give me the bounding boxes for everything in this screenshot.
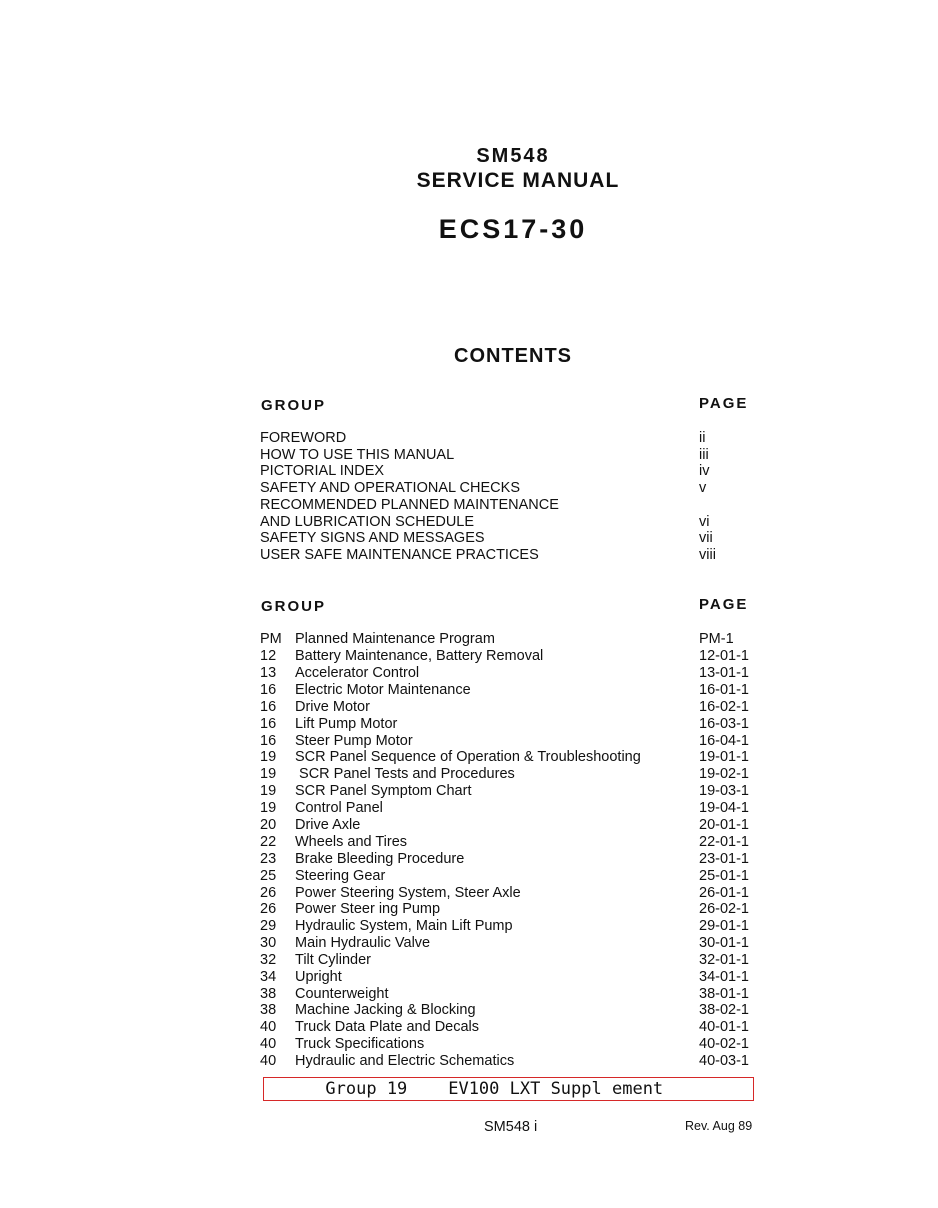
group-number: 30 <box>260 935 277 951</box>
item-description: USER SAFE MAINTENANCE PRACTICES <box>260 547 539 563</box>
group-description: Steering Gear <box>295 868 386 884</box>
group-description: Steer Pump Motor <box>295 733 413 749</box>
item-description: SAFETY AND OPERATIONAL CHECKS <box>260 480 520 496</box>
group-page: 19-01-1 <box>699 749 749 765</box>
group-description: Machine Jacking & Blocking <box>295 1002 476 1018</box>
group-page: 19-03-1 <box>699 783 749 799</box>
group-description: Drive Motor <box>295 699 370 715</box>
manual-type: SERVICE MANUAL <box>416 169 620 192</box>
group-page: 23-01-1 <box>699 851 749 867</box>
group-page: PM-1 <box>699 631 734 647</box>
group-description: Hydraulic and Electric Schematics <box>295 1053 515 1069</box>
group-page: 16-03-1 <box>699 716 749 732</box>
group-page: 34-01-1 <box>699 969 749 985</box>
model-title: ECS17-30 <box>438 214 588 244</box>
group-number: 32 <box>260 952 277 968</box>
group-page: 16-04-1 <box>699 733 749 749</box>
group-description: Tilt Cylinder <box>295 952 372 968</box>
item-page: vii <box>699 530 713 546</box>
group-number: 22 <box>260 834 277 850</box>
item-description: AND LUBRICATION SCHEDULE <box>260 514 475 530</box>
group-page: 20-01-1 <box>699 817 749 833</box>
group-description: Counterweight <box>295 986 389 1002</box>
group-number: 20 <box>260 817 277 833</box>
item-page: iii <box>699 447 709 463</box>
group-page: 19-04-1 <box>699 800 749 816</box>
group-number: 38 <box>260 986 277 1002</box>
group-number: 16 <box>260 733 277 749</box>
group-description: Main Hydraulic Valve <box>295 935 431 951</box>
group-number: 19 <box>260 800 277 816</box>
footer-page-number: SM548 i <box>484 1119 538 1135</box>
group-page: 16-02-1 <box>699 699 749 715</box>
group-description: Brake Bleeding Procedure <box>295 851 465 867</box>
group-header-1: GROUP <box>261 397 327 414</box>
group-page: 32-01-1 <box>699 952 749 968</box>
item-description: RECOMMENDED PLANNED MAINTENANCE <box>260 497 559 513</box>
group-number: 16 <box>260 699 277 715</box>
group-description: Power Steer ing Pump <box>295 901 441 917</box>
group-page: 19-02-1 <box>699 766 749 782</box>
group-header-2: GROUP <box>261 598 327 615</box>
item-description: HOW TO USE THIS MANUAL <box>260 447 455 463</box>
group-number: 23 <box>260 851 277 867</box>
group-number: 19 <box>260 766 277 782</box>
group-number: 19 <box>260 783 277 799</box>
item-page: iv <box>699 463 710 479</box>
group-number: 34 <box>260 969 277 985</box>
group-number: 38 <box>260 1002 277 1018</box>
group-number: 26 <box>260 885 277 901</box>
group-page: 22-01-1 <box>699 834 749 850</box>
group-number: 12 <box>260 648 277 664</box>
group-page: 26-01-1 <box>699 885 749 901</box>
group-number: 25 <box>260 868 277 884</box>
group-page: 16-01-1 <box>699 682 749 698</box>
group-description: Upright <box>295 969 342 985</box>
group-page: 38-02-1 <box>699 1002 749 1018</box>
group-page: 40-03-1 <box>699 1053 749 1069</box>
item-page: viii <box>699 547 716 563</box>
page-header-2: PAGE <box>699 596 749 613</box>
group-description: SCR Panel Sequence of Operation & Troubleshooting <box>295 749 641 765</box>
group-page: 12-01-1 <box>699 648 749 664</box>
group-description: Truck Data Plate and Decals <box>295 1019 480 1035</box>
group-description: Accelerator Control <box>295 665 420 681</box>
group-description: Wheels and Tires <box>295 834 408 850</box>
manual-number: SM548 <box>476 145 550 167</box>
group-number: 16 <box>260 716 277 732</box>
item-description: PICTORIAL INDEX <box>260 463 385 479</box>
contents-title: CONTENTS <box>454 345 572 367</box>
group-page: 26-02-1 <box>699 901 749 917</box>
group-page: 30-01-1 <box>699 935 749 951</box>
footer-revision: Rev. Aug 89 <box>685 1119 753 1133</box>
group-description: Truck Specifications <box>295 1036 425 1052</box>
group-page: 38-01-1 <box>699 986 749 1002</box>
group-number: 40 <box>260 1053 277 1069</box>
item-page: vi <box>699 514 710 530</box>
group-number: 13 <box>260 665 277 681</box>
group-description: Control Panel <box>295 800 383 816</box>
group-description: Power Steering System, Steer Axle <box>295 885 521 901</box>
group-page: 29-01-1 <box>699 918 749 934</box>
group-page: 25-01-1 <box>699 868 749 884</box>
group-number: 26 <box>260 901 277 917</box>
group-number: 16 <box>260 682 277 698</box>
item-page: ii <box>699 430 706 446</box>
group-description: SCR Panel Symptom Chart <box>295 783 472 799</box>
item-page: v <box>699 480 707 496</box>
group-number: 29 <box>260 918 277 934</box>
group-page: 13-01-1 <box>699 665 749 681</box>
group-description: Electric Motor Maintenance <box>295 682 471 698</box>
page-header-1: PAGE <box>699 395 749 412</box>
group-number: 19 <box>260 749 277 765</box>
group-description: Hydraulic System, Main Lift Pump <box>295 918 513 934</box>
group-description: SCR Panel Tests and Procedures <box>295 766 515 782</box>
group-number: 40 <box>260 1036 277 1052</box>
group-description: Planned Maintenance Program <box>295 631 495 647</box>
item-description: SAFETY SIGNS AND MESSAGES <box>260 530 485 546</box>
group-page: 40-01-1 <box>699 1019 749 1035</box>
group-number: PM <box>260 631 282 647</box>
group-description: Lift Pump Motor <box>295 716 398 732</box>
item-description: FOREWORD <box>260 430 347 446</box>
group-description: Battery Maintenance, Battery Removal <box>295 648 544 664</box>
group-number: 40 <box>260 1019 277 1035</box>
supplement-box: Group 19 EV100 LXT Suppl ement <box>263 1077 754 1101</box>
group-page: 40-02-1 <box>699 1036 749 1052</box>
group-description: Drive Axle <box>295 817 361 833</box>
